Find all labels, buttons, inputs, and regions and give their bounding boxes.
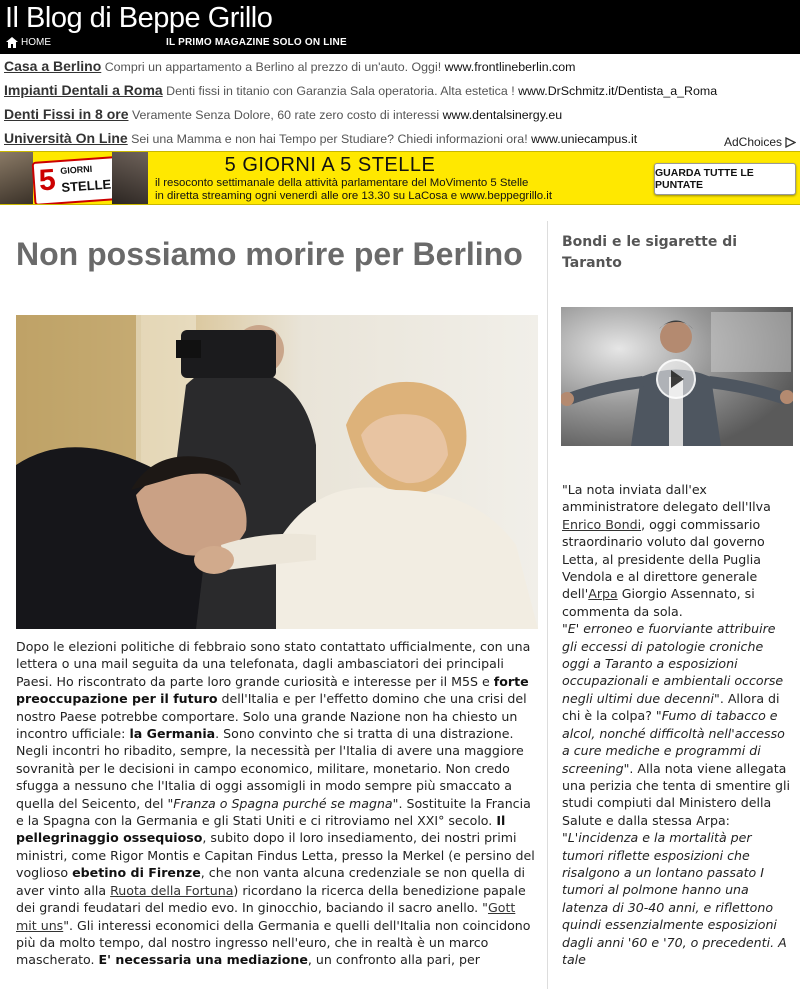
column-divider — [547, 221, 548, 989]
gott-mit-uns-link[interactable]: Gott mit uns — [16, 900, 516, 933]
banner-logo — [32, 156, 119, 205]
text-span: "La nota inviata dall'ex amministratore delegato dell'Ilva — [562, 482, 771, 515]
ad-description: Veramente Senza Dolore, 60 rate zero costo di interessi — [131, 108, 440, 122]
bold-text: forte preoccupazione per il futuro — [16, 673, 529, 707]
site-logo[interactable]: Il Blog di Beppe Grillo — [5, 2, 273, 34]
ad-description: Denti fissi in titanio con Garanzia Sala operatoria. Alta estetica ! — [166, 84, 515, 98]
banner-line-1: il resoconto settimanale della attività parlamentare del MoVimento 5 Stelle — [155, 177, 529, 189]
ad-url[interactable]: www.DrSchmitz.it/Dentista_a_Roma — [518, 84, 718, 98]
arpa-link[interactable]: Arpa — [588, 586, 618, 602]
site-header — [0, 0, 800, 54]
ad-item[interactable] — [4, 82, 717, 98]
ad-description: Sei una Mamma e non hai Tempo per Studiare? Chiedi informazioni ora! — [131, 132, 528, 146]
site-tagline: IL PRIMO MAGAZINE SOLO ON LINE — [166, 37, 347, 48]
ad-url[interactable]: www.dentalsinergy.eu — [442, 108, 563, 122]
quote-text: "Fumo di tabacco e alcol, nonché difficoltà nell'accesso a cure mediche e programmi di screening" — [562, 708, 785, 776]
enrico-bondi-link[interactable]: Enrico Bondi — [562, 516, 642, 532]
article-photo — [16, 315, 538, 629]
text-span: . Sono convinto che si tratta di una distrazione. Negli incontri ho ribadito, sempre, la necessità per l'Italia di avere una maggiore sovranità per le decisioni in campo economico, militare, monetario. Non credo sfugga a nessuno che l'Italia di oggi assomigli in modo sempre più smaccato a quella del Seicento, del " — [16, 726, 524, 811]
text-span: . Alla nota viene allegata una perizia che tenta di smentire gli studi compiuti dal Ministero della Salute e dalla stessa Arpa: — [562, 760, 791, 828]
bold-text: ebetino di Firenze — [72, 865, 201, 881]
promo-banner[interactable] — [0, 151, 800, 205]
home-label: HOME — [21, 37, 51, 48]
text-span: , subito dopo il loro insediamento, dei nostri primi ministri, come Rigor Montis e Capitan Findus Letta, presso la Merkel (e persino del voglioso — [16, 830, 535, 881]
ad-item[interactable] — [4, 106, 562, 122]
watch-episodes-button[interactable]: GUARDA TUTTE LE PUNTATE — [654, 163, 796, 195]
quote-text: "L'incidenza e la mortalità per tumori riflette esposizioni che risalgono a un lontano passato I tumori al polmone hanno una latenza di 30-40 anni, e riflettono quindi essenzialmente esposizioni dagli anni '60 e '70, o precedenti. A tale — [562, 830, 787, 967]
adchoices-icon — [785, 137, 796, 148]
adchoices-link[interactable] — [724, 135, 796, 149]
banner-logo-bottom: STELLE — [60, 176, 112, 195]
ad-item[interactable] — [4, 130, 637, 146]
home-link[interactable] — [6, 37, 51, 48]
italic-text: Franza o Spagna purché se magna — [173, 795, 393, 811]
ad-url[interactable]: www.frontlineberlin.com — [444, 60, 576, 74]
sidebar-video[interactable] — [561, 307, 793, 446]
quote-text: "E' erroneo e fuorviante attribuire gli eccessi di patologie croniche oggi a Taranto a esposizioni occupazionali e ambientali occorse negli ultimi due decenni" — [562, 621, 784, 706]
text-span: ". Gli interessi economici della Germania e quelli dell'Italia non coincidono più da molto tempo, dal nostro ingresso nell'euro, che in realtà è un marco mascherato. — [16, 917, 531, 968]
banner-logo-number: 5 — [37, 163, 57, 198]
banner-photo — [0, 152, 33, 204]
bold-text: la Germania — [129, 726, 216, 742]
banner-photo — [112, 152, 148, 204]
ad-title[interactable]: Impianti Dentali a Roma — [4, 82, 163, 98]
ruota-della-fortuna-link[interactable]: Ruota della Fortuna — [110, 882, 234, 898]
banner-line-2: in diretta streaming ogni venerdì alle ore 13.30 su LaCosa e www.beppegrillo.it — [155, 190, 553, 202]
sidebar-paragraph — [562, 620, 792, 968]
ad-description: Compri un appartamento a Berlino al prezzo di un'auto. Oggi! — [104, 60, 442, 74]
sidebar-paragraph — [562, 481, 792, 620]
text-span: dell'Italia e per l'effetto domino che una crisi del nostro Paese potrebbe comportare. Solo una grande Nazione non ha chiesto un incontro ufficiale: — [16, 691, 527, 742]
ad-url[interactable]: www.uniecampus.it — [531, 132, 638, 146]
text-span: , che non vanta alcuna credenziale se non quella di aver vinto alla — [16, 865, 526, 898]
banner-logo-top: GIORNI — [59, 163, 93, 176]
text-span: ". Sostituite la Francia e la Spagna con la Germania e gli Stati Uniti e ci ritroviamo nel XXI° secolo. — [16, 795, 531, 829]
text-span: . Allora di chi è la colpa? — [562, 690, 780, 724]
article-body — [16, 638, 538, 969]
adchoices-label: AdChoices — [723, 135, 782, 149]
ad-title[interactable]: Denti Fissi in 8 ore — [4, 106, 129, 122]
play-icon[interactable] — [656, 359, 696, 399]
ad-item[interactable] — [4, 58, 575, 74]
text-span: Giorgio Assennato, si commenta da sola. — [562, 586, 755, 619]
text-span: , oggi commissario straordinario voluto dal governo Letta, al presidente della Puglia Vendola e al direttore generale dell' — [562, 516, 765, 602]
sidebar-text — [562, 481, 792, 968]
text-span: Dopo le elezioni politiche di febbraio sono stato contattato ufficialmente, con una lettera o una mail seguita da una telefonata, dagli ambasciatori dei principali Paesi. Ho riscontrato da parte loro grande curiosità e interesse per il M5S e — [16, 639, 531, 689]
sidebar-title[interactable]: Bondi e le sigarette di Taranto — [562, 234, 738, 271]
article-title[interactable]: Non possiamo morire per Berlino — [16, 236, 523, 272]
bold-text: Il pellegrinaggio ossequioso — [16, 813, 506, 846]
ad-title[interactable]: Casa a Berlino — [4, 58, 102, 74]
article-paragraph — [16, 638, 538, 969]
text-span: , un confronto alla pari, per — [307, 952, 480, 968]
bold-text: E' necessaria una mediazione — [98, 952, 308, 968]
text-span: ) ricordano la ricerca della benedizione papale dei grandi feudatari del medio evo. In ginocchio, baciando il sacro anello. " — [16, 882, 526, 916]
ad-title[interactable]: Università On Line — [4, 130, 128, 146]
home-icon — [6, 37, 18, 48]
banner-headline: 5 GIORNI A 5 STELLE — [224, 154, 436, 176]
banner-subtext — [155, 177, 552, 203]
